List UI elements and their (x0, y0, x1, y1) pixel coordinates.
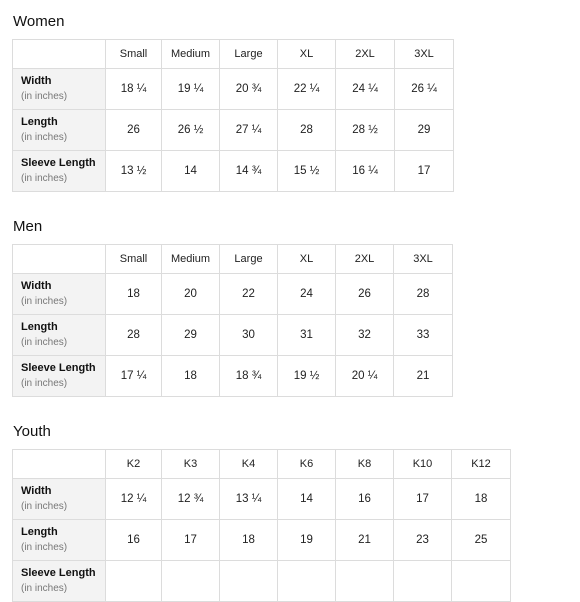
size-header: Medium (162, 40, 220, 69)
row-unit: (in inches) (21, 91, 68, 102)
row-unit: (in inches) (21, 132, 68, 143)
row-unit: (in inches) (21, 542, 68, 553)
row-unit: (in inches) (21, 296, 68, 307)
row-label (13, 151, 106, 192)
size-header: Large (220, 245, 278, 274)
size-header: Medium (162, 245, 220, 274)
size-header: 2XL (336, 40, 395, 69)
section-title-men: Men (13, 218, 43, 235)
size-header: K8 (336, 450, 394, 479)
value-cell: 12 ¼ (106, 479, 162, 520)
table-row (13, 151, 454, 192)
row-label (13, 110, 106, 151)
section-title-women: Women (13, 13, 65, 30)
value-cell: 20 ¾ (220, 69, 278, 110)
value-cell: 14 (162, 151, 220, 192)
value-cell: 23 (394, 520, 452, 561)
table-row (13, 69, 454, 110)
value-cell: 16 ¼ (336, 151, 395, 192)
header-row (13, 40, 454, 69)
value-cell: 18 (106, 274, 162, 315)
corner-cell (13, 40, 106, 69)
table-row (13, 356, 453, 397)
value-cell: 20 (162, 274, 220, 315)
value-cell: 26 ¼ (395, 69, 454, 110)
value-cell: 31 (278, 315, 336, 356)
value-cell: 13 ¼ (220, 479, 278, 520)
value-cell: 20 ¼ (336, 356, 394, 397)
value-cell: 19 ½ (278, 356, 336, 397)
row-label (13, 356, 106, 397)
row-name: Sleeve Length (21, 362, 96, 374)
value-cell: 17 (395, 151, 454, 192)
value-cell: 24 (278, 274, 336, 315)
row-unit: (in inches) (21, 173, 68, 184)
size-header: K4 (220, 450, 278, 479)
value-cell (394, 561, 452, 602)
value-cell: 24 ¼ (336, 69, 395, 110)
value-cell: 14 (278, 479, 336, 520)
value-cell: 15 ½ (278, 151, 336, 192)
table-row (13, 520, 511, 561)
row-label (13, 69, 106, 110)
size-header: K6 (278, 450, 336, 479)
size-header: Small (106, 245, 162, 274)
row-name: Width (21, 485, 52, 497)
value-cell: 16 (336, 479, 394, 520)
value-cell: 22 (220, 274, 278, 315)
value-cell: 29 (162, 315, 220, 356)
corner-cell (13, 450, 106, 479)
size-header: 3XL (394, 245, 453, 274)
corner-cell (13, 245, 106, 274)
value-cell (106, 561, 162, 602)
section-title-youth: Youth (13, 423, 51, 440)
table-row (13, 110, 454, 151)
row-name: Sleeve Length (21, 157, 96, 169)
value-cell: 28 ½ (336, 110, 395, 151)
row-name: Length (21, 526, 58, 538)
value-cell: 22 ¼ (278, 69, 336, 110)
value-cell: 18 (162, 356, 220, 397)
value-cell: 28 (278, 110, 336, 151)
value-cell: 27 ¼ (220, 110, 278, 151)
row-label (13, 520, 106, 561)
row-unit: (in inches) (21, 583, 68, 594)
value-cell: 17 ¼ (106, 356, 162, 397)
value-cell (452, 561, 511, 602)
value-cell: 28 (394, 274, 453, 315)
row-unit: (in inches) (21, 378, 68, 389)
value-cell: 17 (162, 520, 220, 561)
row-name: Length (21, 116, 58, 128)
row-unit: (in inches) (21, 501, 68, 512)
size-header: K10 (394, 450, 452, 479)
value-cell: 12 ¾ (162, 479, 220, 520)
value-cell: 16 (106, 520, 162, 561)
header-row (13, 450, 511, 479)
size-header: XL (278, 245, 336, 274)
value-cell: 28 (106, 315, 162, 356)
row-name: Width (21, 75, 52, 87)
header-row (13, 245, 453, 274)
value-cell (220, 561, 278, 602)
value-cell: 14 ¾ (220, 151, 278, 192)
value-cell (336, 561, 394, 602)
table-row (13, 479, 511, 520)
row-label (13, 561, 106, 602)
value-cell: 18 (220, 520, 278, 561)
row-name: Length (21, 321, 58, 333)
size-header: K2 (106, 450, 162, 479)
size-header: K12 (452, 450, 511, 479)
row-label (13, 274, 106, 315)
value-cell: 21 (394, 356, 453, 397)
row-name: Sleeve Length (21, 567, 96, 579)
size-header: XL (278, 40, 336, 69)
value-cell (278, 561, 336, 602)
value-cell: 30 (220, 315, 278, 356)
value-cell: 26 (106, 110, 162, 151)
size-header: K3 (162, 450, 220, 479)
value-cell: 18 (452, 479, 511, 520)
value-cell: 13 ½ (106, 151, 162, 192)
table-row (13, 315, 453, 356)
row-unit: (in inches) (21, 337, 68, 348)
youth-size-table (12, 449, 511, 602)
value-cell: 21 (336, 520, 394, 561)
value-cell (162, 561, 220, 602)
value-cell: 33 (394, 315, 453, 356)
value-cell: 19 ¼ (162, 69, 220, 110)
value-cell: 19 (278, 520, 336, 561)
value-cell: 17 (394, 479, 452, 520)
size-header: Large (220, 40, 278, 69)
row-name: Width (21, 280, 52, 292)
row-label (13, 315, 106, 356)
value-cell: 26 ½ (162, 110, 220, 151)
size-header: 2XL (336, 245, 394, 274)
size-header: Small (106, 40, 162, 69)
value-cell: 18 ¾ (220, 356, 278, 397)
value-cell: 26 (336, 274, 394, 315)
value-cell: 25 (452, 520, 511, 561)
table-row (13, 561, 511, 602)
value-cell: 18 ¼ (106, 69, 162, 110)
men-size-table (12, 244, 453, 397)
value-cell: 32 (336, 315, 394, 356)
value-cell: 29 (395, 110, 454, 151)
table-row (13, 274, 453, 315)
women-size-table (12, 39, 454, 192)
size-header: 3XL (395, 40, 454, 69)
row-label (13, 479, 106, 520)
